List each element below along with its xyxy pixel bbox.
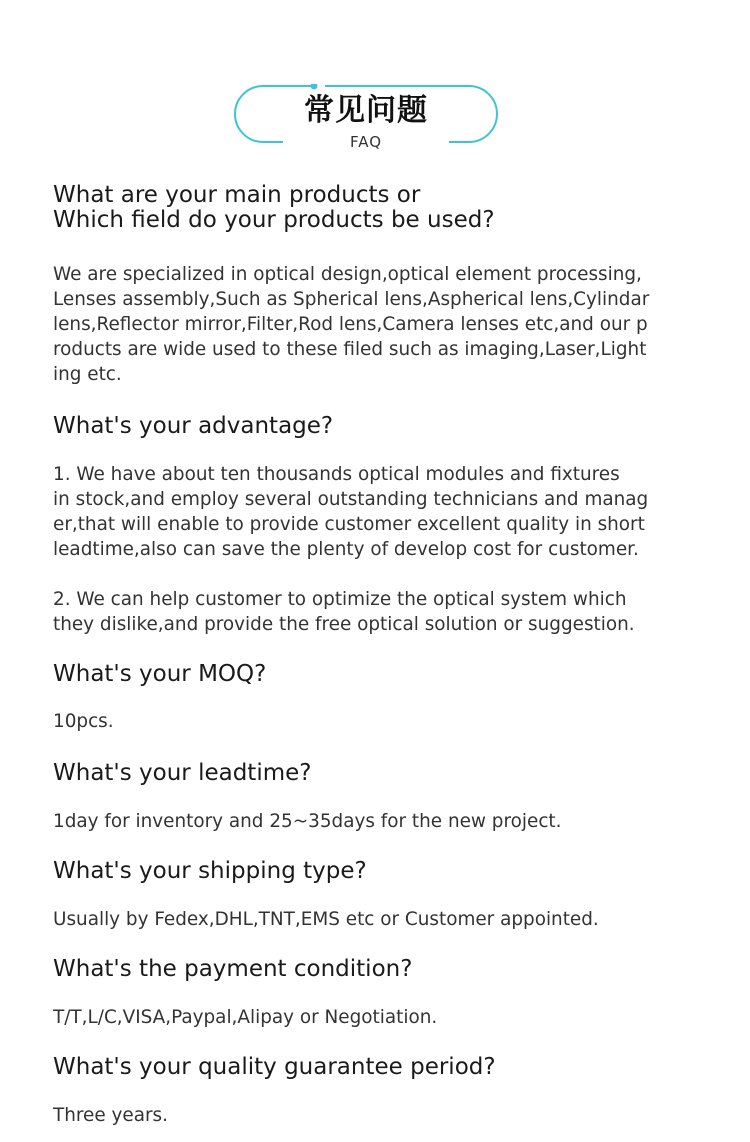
- faq-answer-advantage-1: 1. We have about ten thousands optical modules and fixtures in stock,and employ several outstanding technicians and manag er,that will enable to provide customer excellent quality in short leadtime,also can save the plenty of develop cost for customer.: [53, 464, 649, 560]
- faq-question-leadtime: What's your leadtime?: [53, 760, 312, 786]
- faq-question-moq: What's your MOQ?: [53, 661, 267, 687]
- faq-question-advantage: What's your advantage?: [53, 413, 334, 439]
- faq-answer-guarantee: Three years.: [53, 1105, 168, 1126]
- faq-answer-advantage-2: 2. We can help customer to optimize the optical system which they dislike,and provide the free optical solution or suggestion.: [53, 589, 635, 635]
- faq-answer-shipping: Usually by Fedex,DHL,TNT,EMS etc or Customer appointed.: [53, 909, 599, 930]
- faq-question-payment: What's the payment condition?: [53, 956, 413, 982]
- page-subtitle: FAQ: [349, 133, 383, 151]
- faq-header: [233, 84, 499, 151]
- faq-question-shipping: What's your shipping type?: [53, 858, 367, 884]
- faq-answer-leadtime: 1day for inventory and 25~35days for the new project.: [53, 811, 562, 832]
- header-dot-icon: [311, 84, 318, 90]
- faq-answer-products: We are specialized in optical design,optical element processing, Lenses assembly,Such as Spherical lens,Aspherical lens,Cylindar lens,Reflector mirror,Filter,Rod lens,Camera lenses etc,and our p roducts are wide used to these filed such as imaging,Laser,Light ing etc.: [53, 264, 650, 385]
- faq-question-guarantee: What's your quality guarantee period?: [53, 1054, 496, 1080]
- faq-question-products: What are your main products or Which field do your products be used?: [53, 182, 495, 233]
- faq-list: [53, 180, 713, 1128]
- page-title: 常见问题: [304, 93, 428, 128]
- faq-answer-payment: T/T,L/C,VISA,Paypal,Alipay or Negotiation.: [53, 1007, 438, 1028]
- faq-answer-moq: 10pcs.: [53, 711, 114, 732]
